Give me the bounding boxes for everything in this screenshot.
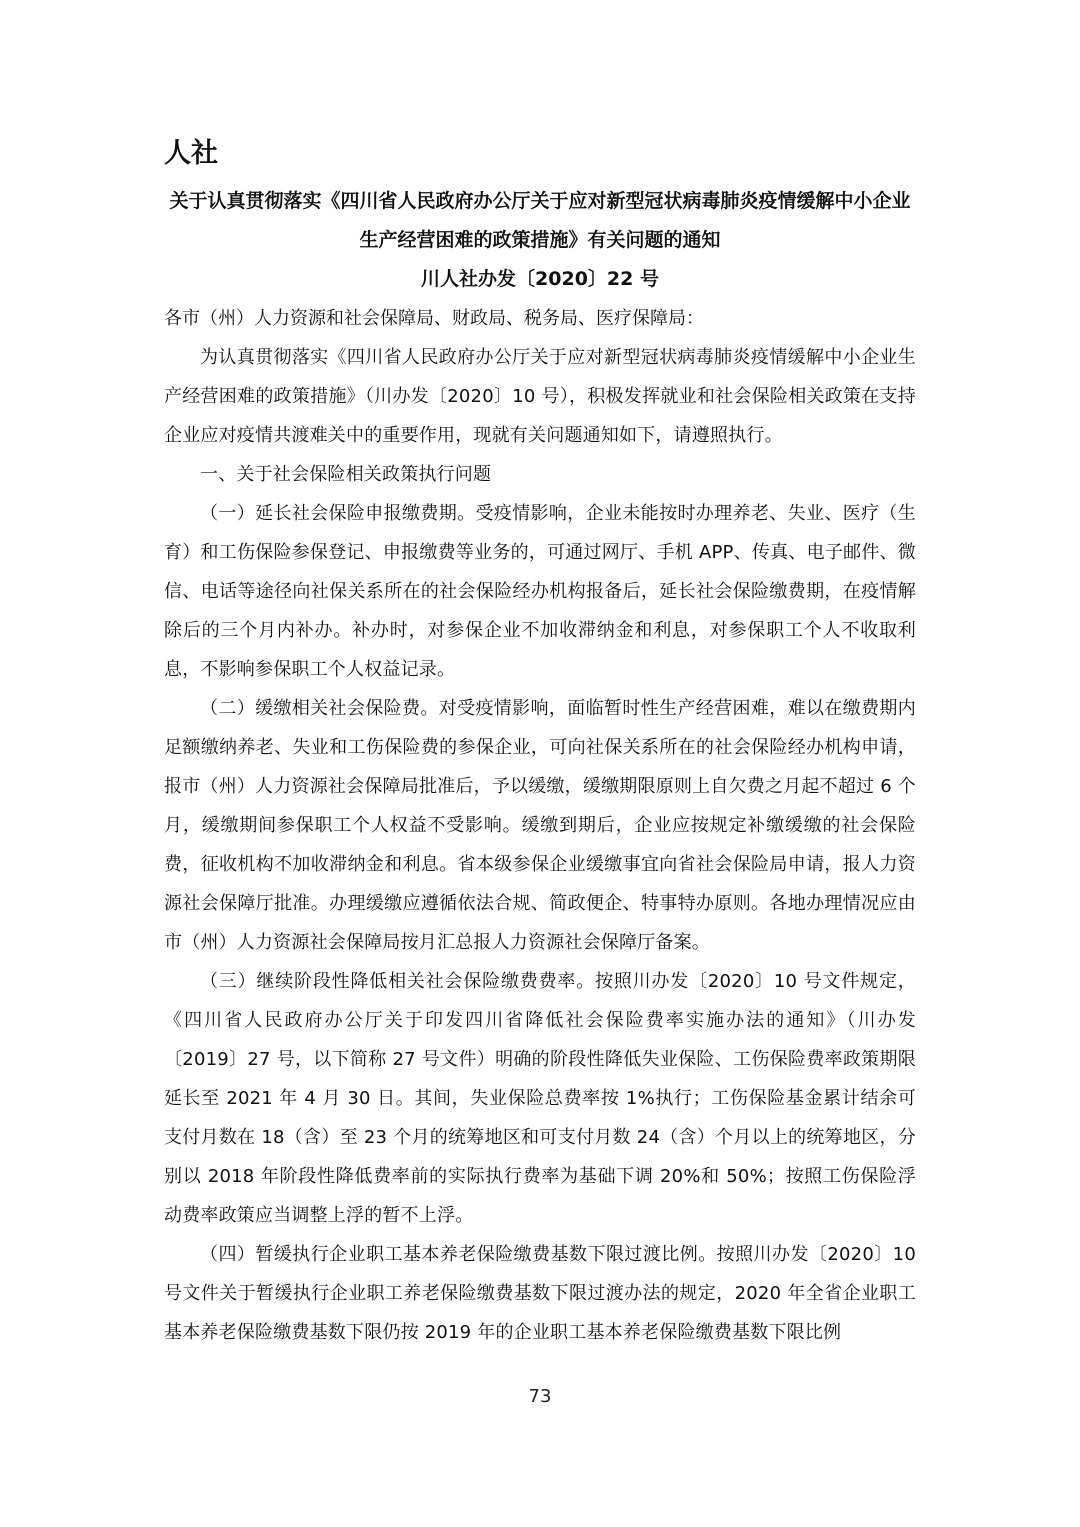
paragraph-item-1: （一）延长社会保险申报缴费期。受疫情影响，企业未能按时办理养老、失业、医疗（生育）和工伤保险参保登记、申报缴费等业务的，可通过网厅、手机 APP、传真、电子邮件、微信、电话等途径向社保关系所在的社会保险经办机构报备后，延长社会保险缴费期，在疫情解除后的三个月内补办。补办时，对参保企业不加收滞纳金和利息，对参保职工个人不收取利息，不影响参保职工个人权益记录。 xyxy=(164,503,916,680)
paragraph-item-2: （二）缓缴相关社会保险费。对受疫情影响，面临暂时性生产经营困难，难以在缴费期内足额缴纳养老、失业和工伤保险费的参保企业，可向社保关系所在的社会保险经办机构申请，报市（州）人力资源社会保障局批准后，予以缓缴，缓缴期限原则上自欠费之月起不超过 6 个月，缓缴期间参保职工个人权益不受影响。缓缴到期后，企业应按规定补缴缓缴的社会保险费，征收机构不加收滞纳金和利息。省本级参保企业缓缴事宜向省社会保险局申请，报人力资源社会保障厅批准。办理缓缴应遵循依法合规、简政便企、特事特办原则。各地办理情况应由市（州）人力资源社会保障局按月汇总报人力资源社会保障厅备案。 xyxy=(164,698,916,953)
document-number: 川人社办发〔2020〕22 号 xyxy=(421,268,659,290)
paragraph-intro: 为认真贯彻落实《四川省人民政府办公厅关于应对新型冠状病毒肺炎疫情缓解中小企业生产经营困难的政策措施》（川办发〔2020〕10 号），积极发挥就业和社会保险相关政策在支持企业应对疫情共渡难关中的重要作用，现就有关问题通知如下，请遵照执行。 xyxy=(164,347,916,446)
page-number: 73 xyxy=(528,1386,552,1407)
document-page xyxy=(164,128,916,1352)
heading-social-insurance: 一、关于社会保险相关政策执行问题 xyxy=(200,464,492,485)
section-title: 人社 xyxy=(164,138,218,169)
paragraph-item-4: （四）暂缓执行企业职工基本养老保险缴费基数下限过渡比例。按照川办发〔2020〕10 号文件关于暂缓执行企业职工养老保险缴费基数下限过渡办法的规定，2020 年全省企业职工基本养老保险缴费基数下限仍按 2019 年的企业职工基本养老保险缴费基数下限比例 xyxy=(164,1244,916,1343)
document-title: 关于认真贯彻落实《四川省人民政府办公厅关于应对新型冠状病毒肺炎疫情缓解中小企业生产经营困难的政策措施》有关问题的通知 xyxy=(169,190,911,251)
paragraph-item-3: （三）继续阶段性降低相关社会保险缴费费率。按照川办发〔2020〕10 号文件规定，《四川省人民政府办公厅关于印发四川省降低社会保险费率实施办法的通知》（川办发〔2019〕27 号，以下简称 27 号文件）明确的阶段性降低失业保险、工伤保险费率政策期限延长至 2021 年 4 月 30 日。其间，失业保险总费率按 1%执行；工伤保险基金累计结余可支付月数在 18（含）至 23 个月的统筹地区和可支付月数 24（含）个月以上的统筹地区，分别以 2018 年阶段性降低费率前的实际执行费率为基础下调 20%和 50%；按照工伤保险浮动费率政策应当调整上浮的暂不上浮。 xyxy=(164,971,916,1226)
addressee: 各市（州）人力资源和社会保障局、财政局、税务局、医疗保障局： xyxy=(164,308,704,329)
